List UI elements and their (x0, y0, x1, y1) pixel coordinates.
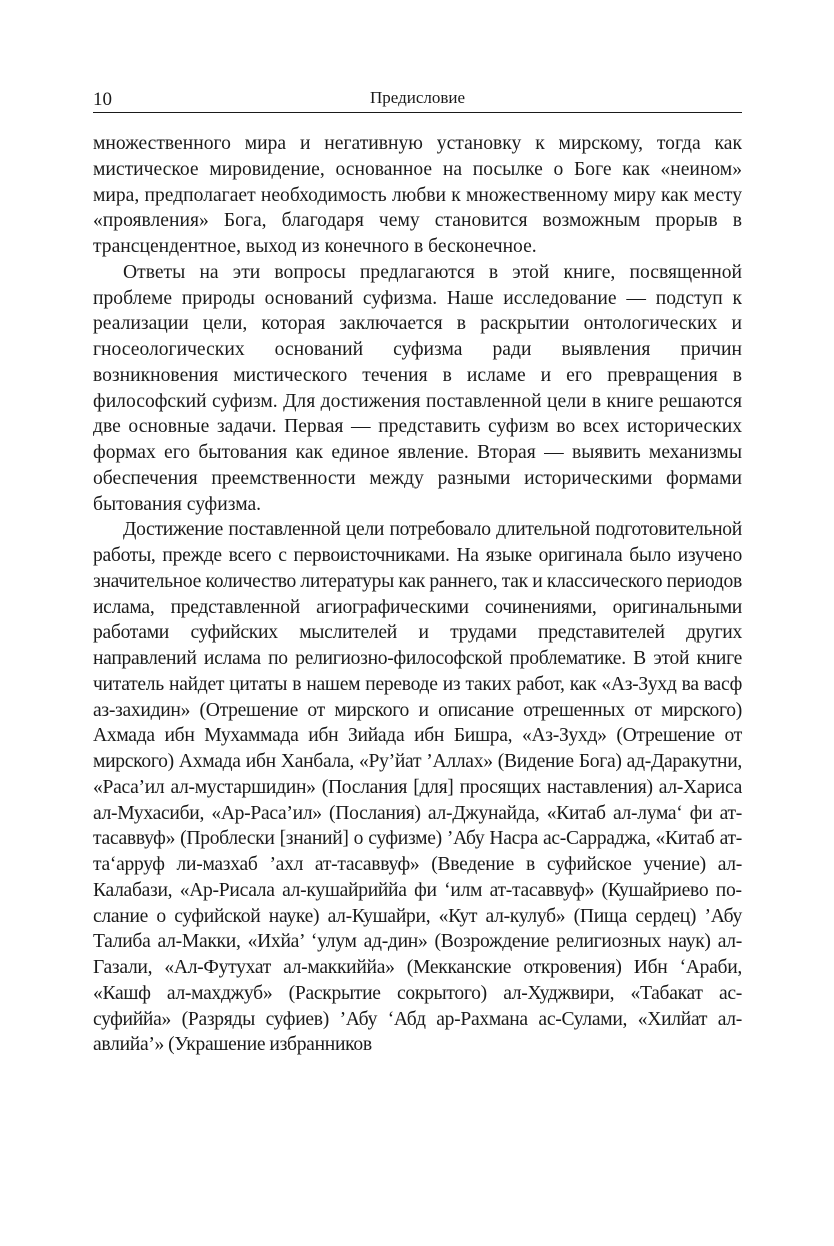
running-header (93, 86, 742, 113)
paragraph-continuation: множественного мира и негативную установку к мирскому, тогда как мистическое мировидение, основанное на посылке о Боге как «неином» мира, предполагает необходимость любви к множественному миру как месту «проявления» Бога, благодаря чему становится возможным прорыв в трансцендентное, выход из конечного в бесконечное. (93, 133, 742, 257)
paragraph-research-goals: Ответы на эти вопросы предлагаются в этой книге, посвященной проблеме природы оснований суфизма. Наше исследование — подступ к реализации цели, которая заключается в раскрытии онтологических и гносеологических оснований суфизма ради выявления причин возникновения мистического течения в исламе и его превращения в философский суфизм. Для достижения поставленной цели в книге решаются две основные задачи. Первая — представить суфизм во всех исторических формах его бытования как единое явление. Вторая — выявить механизмы обеспечения преемственности между разными историческими формами бытования суфизма. (93, 261, 742, 515)
body-text (93, 131, 742, 1058)
running-title: Предисловие (369, 88, 466, 107)
page-number: 10 (93, 89, 112, 110)
paragraph-primary-sources: Достижение поставленной цели потребовало длительной подготовительной работы, прежде всего с первоисточниками. На языке оригинала было изучено значительное количество литературы как раннего, так и классического периодов ислама, представленной агиографическими сочинениями, оригинальными работами суфийских мыслителей и трудами представителей других направлений ислама по религиозно-философской проблематике. В этой книге читатель найдет цитаты в нашем переводе из таких работ, как «Аз-Зухд ва васф аз-захидин» (Отрешение от мирского и описание отрешенных от мирского) Ахмада ибн Мухаммада ибн Зийада ибн Бишра, «Аз-Зухд» (Отрешение от мирского) Ахмада ибн Ханбала, «Ру’йат ’Аллах» (Видение Бога) ад-Даракутни, «Раса’ил ал-мустаршидин» (Послания [для] просящих наставления) ал-Хариса ал-Мухасиби, «Ар-Раса’ил» (Послания) ал-Джунайда, «Китаб ал-лума‘ фи ат-тасаввуф» (Проблески [знаний] о суфизме) ’Абу Насра ас-Сарраджа, «Китаб ат-та‘арруф ли-мазхаб ’ахл ат-тасаввуф» (Введение в суфийское учение) ал-Калабази, «Ар-Рисала ал-кушайриййа фи ‘илм ат-тасаввуф» (Кушайриево послание о суфийской науке) ал-Кушайри, «Кут ал-кулуб» (Пища сердец) ’Абу Талиба ал-Макки, «Ихйа’ ‘улум ад-дин» (Возрождение религиозных наук) ал-Газали, «Ал-Футухат ал-маккиййа» (Мекканские откровения) Ибн ‘Араби, «Кашф ал-махджуб» (Раскрытие сокрытого) ал-Худжвири, «Табакат ас-суфиййа» (Разряды суфиев) ’Абу ‘Абд ар-Рахмана ас-Сулами, «Хилйат ал-авлийа’» (Украшение избранников (93, 519, 742, 1056)
